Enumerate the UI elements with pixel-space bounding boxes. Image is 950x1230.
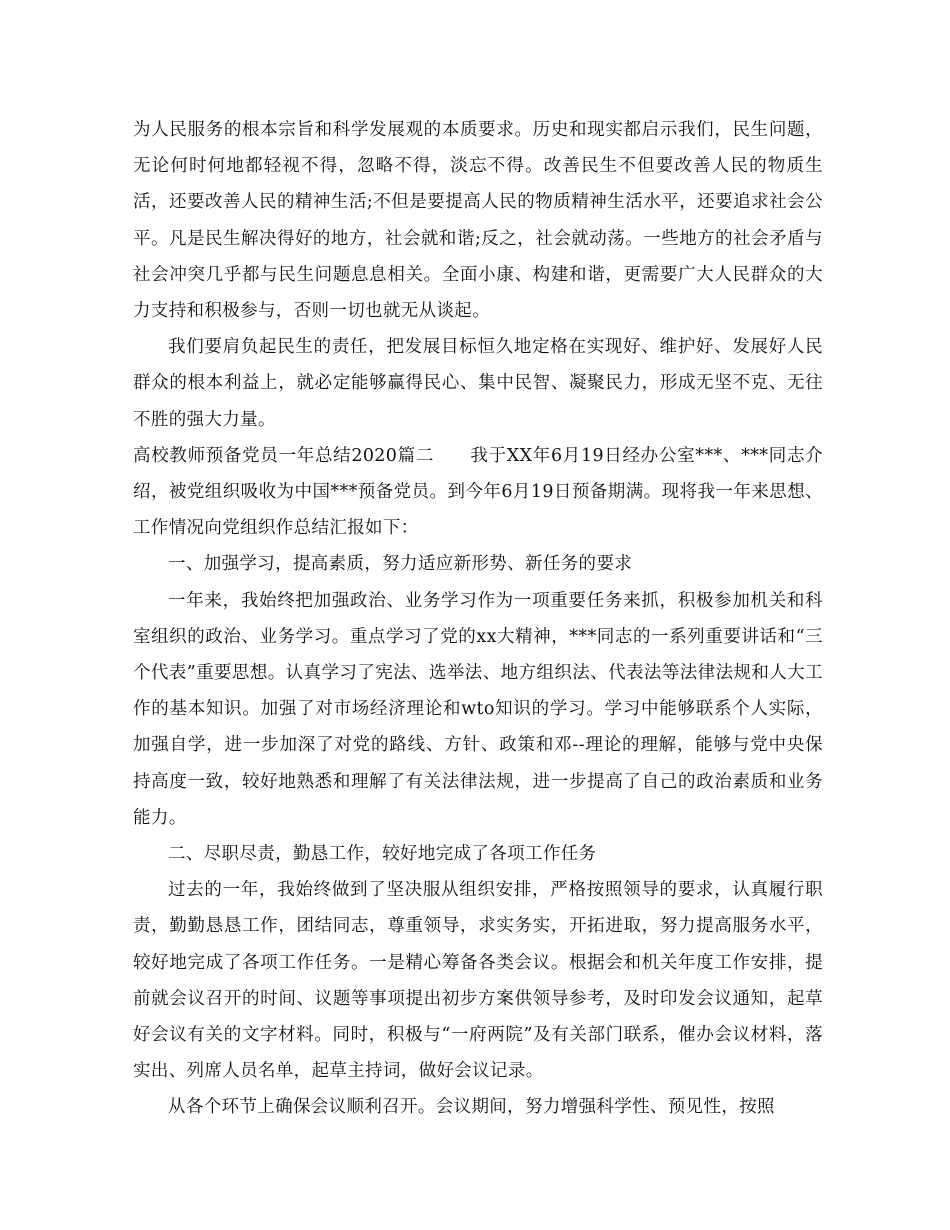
body-paragraph: 一年来，我始终把加强政治、业务学习作为一项重要任务来抓，积极参加机关和科室组织的政治、业务学习。重点学习了党的xx大精神，***同志的一系列重要讲话和“三个代表”重要思想。认真学习了宪法、选举法、地方组织法、代表法等法律法规和人大工作的基本知识。加强了对市场经济理论和wto知识的学习。学习中能够联系个人实际，加强自学，进一步加深了对党的路线、方针、政策和邓--理论的理解，能够与党中央保持高度一致，较好地熟悉和理解了有关法律法规，进一步提高了自己的政治素质和业务能力。 (133, 590, 823, 828)
body-paragraph: 过去的一年，我始终做到了坚决服从组织安排，严格按照领导的要求，认真履行职责，勤勤恳恳工作，团结同志，尊重领导，求实务实，开拓进取，努力提高服务水平，较好地完成了各项工作任务。一是精心筹备各类会议。根据会和机关年度工作安排，提前就会议召开的时间、议题等事项提出初步方案供领导参考，及时印发会议通知，起草好会议有关的文字材料。同时，积极与“一府两院”及有关部门联系，催办会议材料，落实出、列席人员名单，起草主持词，做好会议记录。 (133, 880, 823, 1082)
body-paragraph: 从各个环节上确保会议顺利召开。会议期间，努力增强科学性、预见性，按照 (168, 1097, 775, 1118)
section-title-paragraph: 高校教师预备党员一年总结2020篇二 我于XX年6月19日经办公室***、***同志介绍，被党组织吸收为中国***预备党员。到今年6月19日预备期满。现将我一年来思想、工作情况向党组织作总结汇报如下： (133, 445, 823, 539)
document-body (133, 112, 823, 1126)
body-paragraph: 为人民服务的根本宗旨和科学发展观的本质要求。历史和现实都启示我们，民生问题，无论何时何地都轻视不得，忽略不得，淡忘不得。改善民生不但要改善人民的物质生活，还要改善人民的精神生活;不但是要提高人民的物质精神生活水平，还要追求社会公平。凡是民生解决得好的地方，社会就和谐;反之，社会就动荡。一些地方的社会矛盾与社会冲突几乎都与民生问题息息相关。全面小康、构建和谐，更需要广大人民群众的大力支持和积极参与，否则一切也就无从谈起。 (133, 120, 823, 322)
section-heading-1: 一、加强学习，提高素质，努力适应新形势、新任务的要求 (168, 554, 633, 575)
section-heading-2: 二、尽职尽责，勤恳工作，较好地完成了各项工作任务 (168, 844, 597, 865)
body-paragraph: 我们要肩负起民生的责任，把发展目标恒久地定格在实现好、维护好、发展好人民群众的根本利益上，就必定能够赢得民心、集中民智、凝聚民力，形成无坚不克、无往不胜的强大力量。 (133, 337, 823, 430)
